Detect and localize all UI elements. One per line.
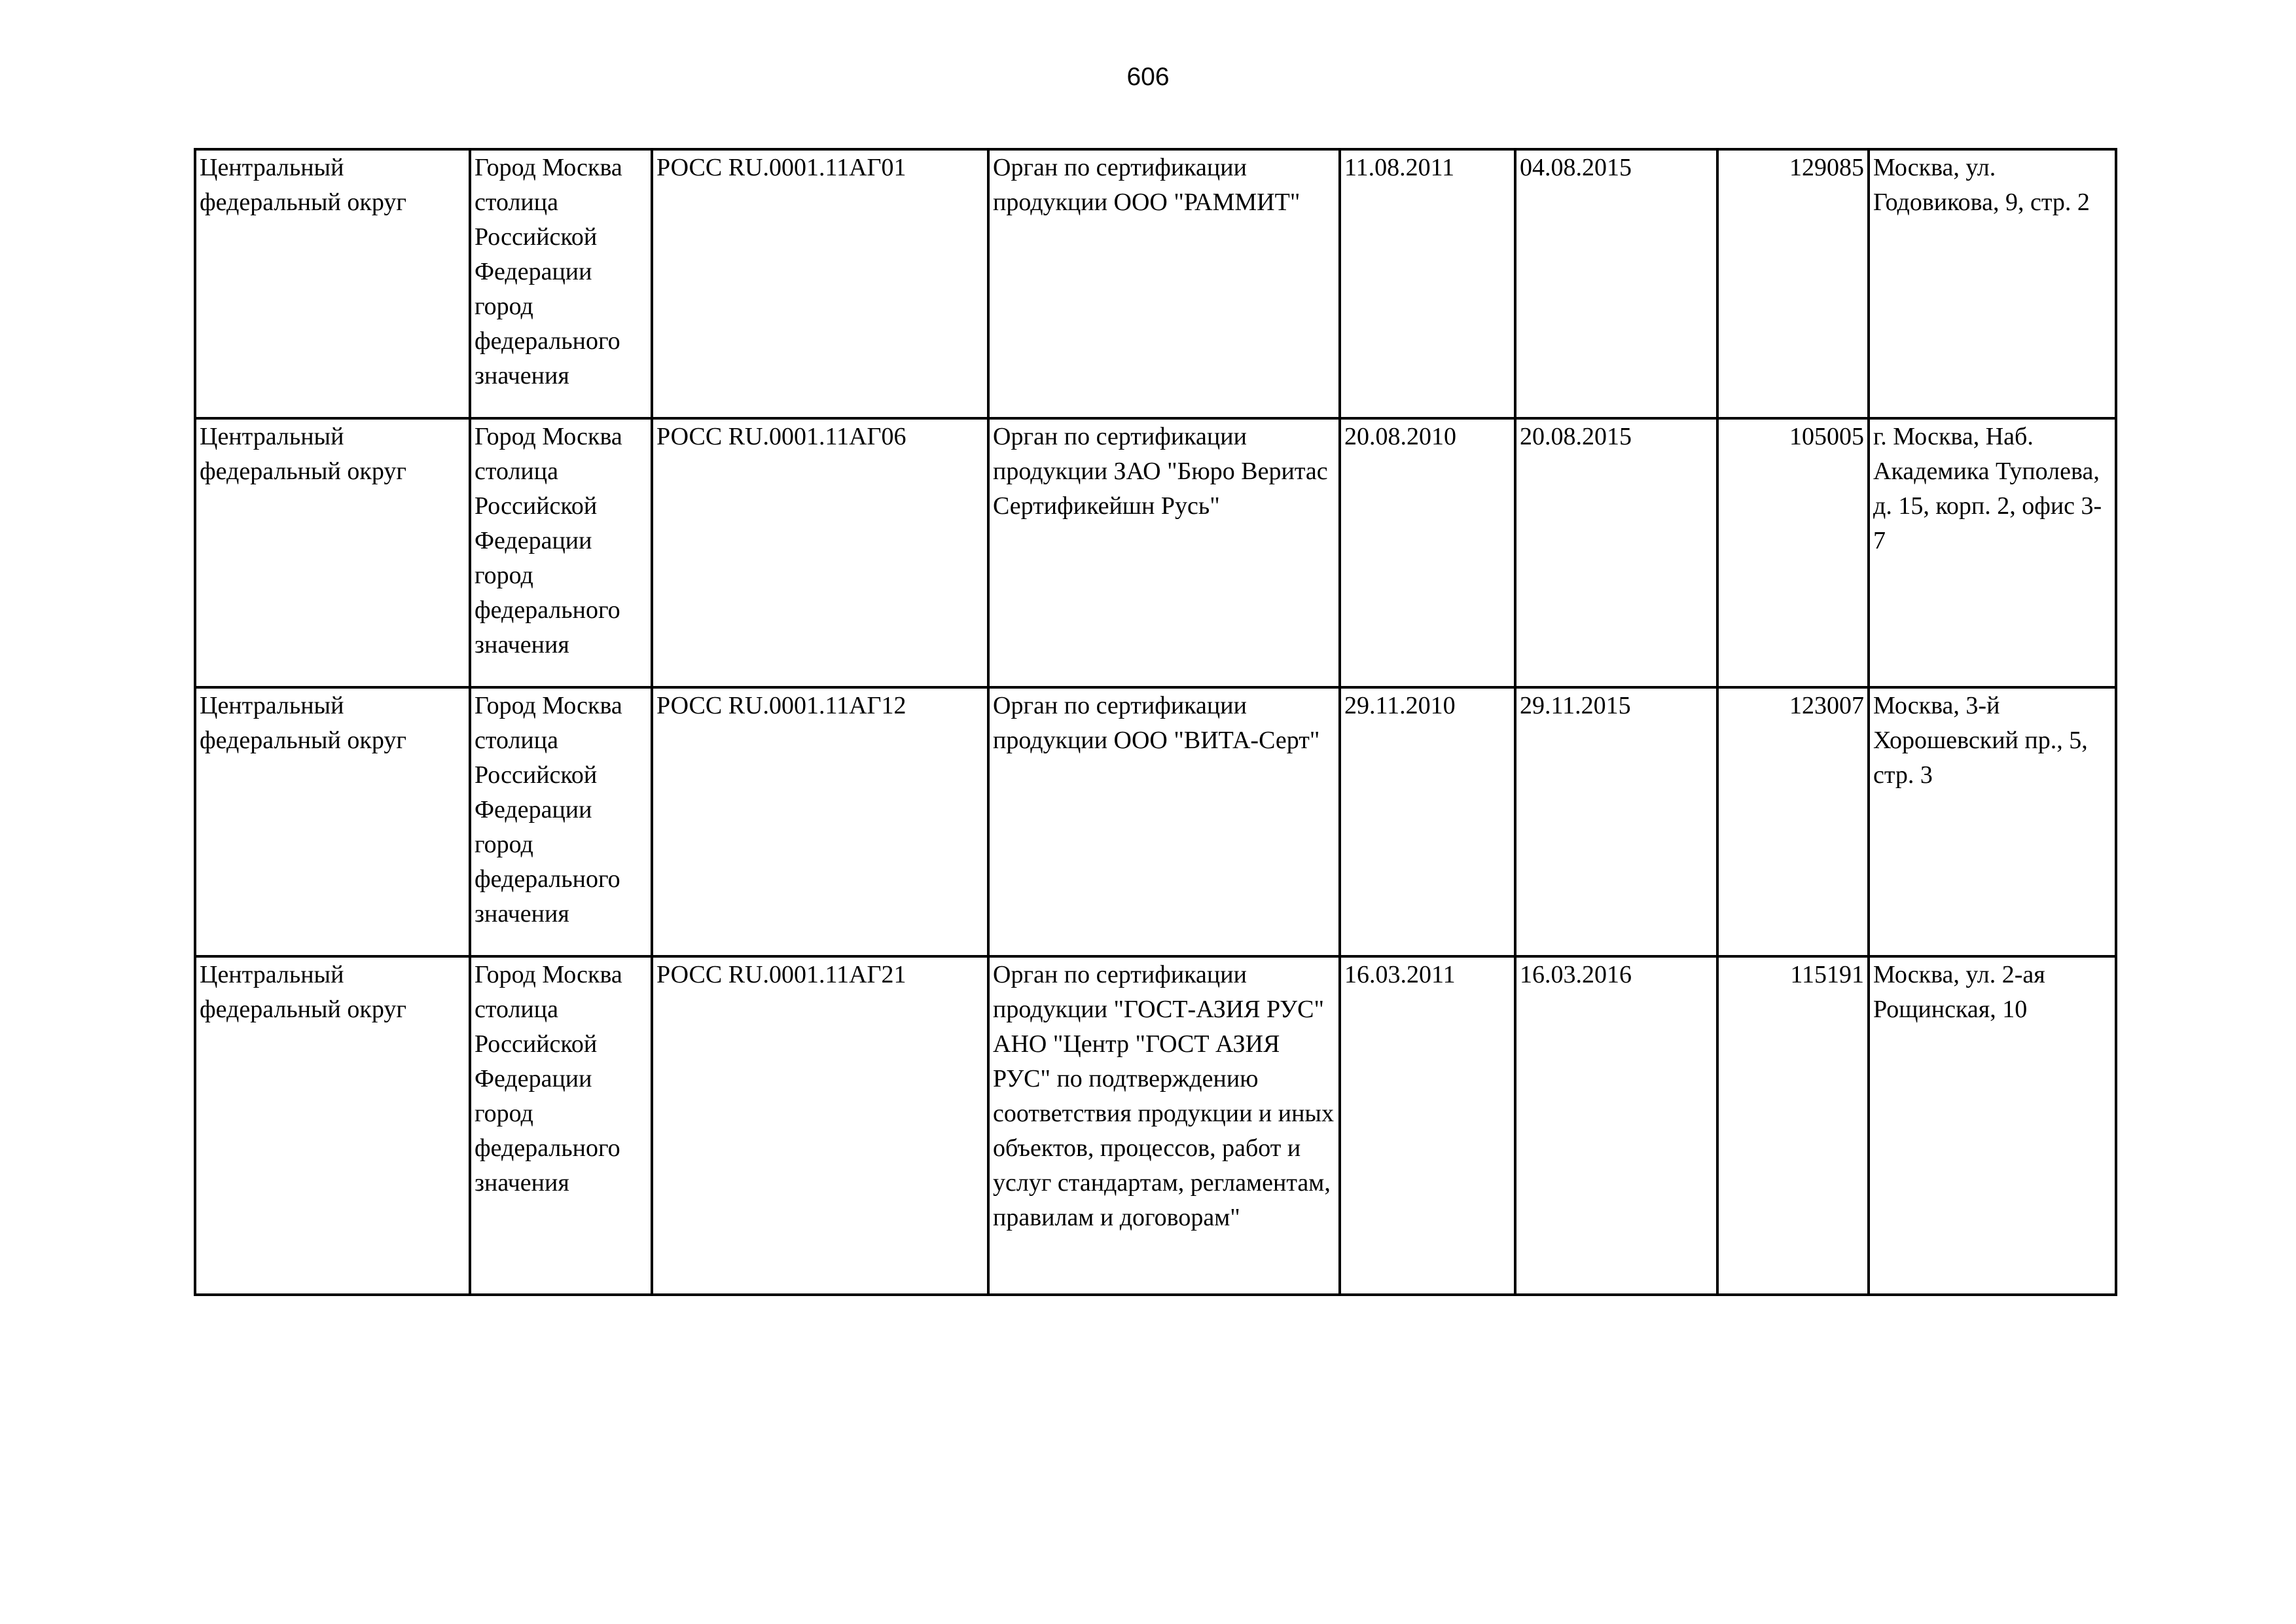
cell-organization: Орган по сертификации продукции ООО "ВИТА-Серт" <box>988 687 1340 956</box>
cell-postcode: 105005 <box>1717 418 1869 687</box>
cell-cert-number: РОСС RU.0001.11АГ01 <box>652 149 988 418</box>
cell-date-valid-until: 29.11.2015 <box>1515 687 1717 956</box>
cell-address: Москва, ул. Годовикова, 9, стр. 2 <box>1869 149 2116 418</box>
cell-date-registered: 29.11.2010 <box>1340 687 1515 956</box>
cell-date-valid-until: 20.08.2015 <box>1515 418 1717 687</box>
cell-cert-number: РОСС RU.0001.11АГ12 <box>652 687 988 956</box>
cell-postcode: 123007 <box>1717 687 1869 956</box>
cell-address: г. Москва, Наб. Академика Туполева, д. 15, корп. 2, офис 3-7 <box>1869 418 2116 687</box>
cell-address: Москва, ул. 2-ая Рощинская, 10 <box>1869 956 2116 1295</box>
cell-date-registered: 11.08.2011 <box>1340 149 1515 418</box>
cell-district: Центральный федеральный округ <box>195 956 470 1295</box>
cell-district: Центральный федеральный округ <box>195 418 470 687</box>
page-number: 606 <box>1126 63 1170 91</box>
certification-bodies-table <box>194 148 2117 1296</box>
cell-district: Центральный федеральный округ <box>195 687 470 956</box>
cell-organization: Орган по сертификации продукции ЗАО "Бюро Веритас Сертификейшн Русь" <box>988 418 1340 687</box>
cell-region: Город Москва столица Российской Федерации город федерального значения <box>470 149 652 418</box>
cell-postcode: 115191 <box>1717 956 1869 1295</box>
cell-cert-number: РОСС RU.0001.11АГ21 <box>652 956 988 1295</box>
cell-region: Город Москва столица Российской Федерации город федерального значения <box>470 418 652 687</box>
table-row <box>195 149 2116 418</box>
cell-organization: Орган по сертификации продукции "ГОСТ-АЗИЯ РУС" АНО "Центр "ГОСТ АЗИЯ РУС" по подтверждению соответствия продукции и иных объектов, процессов, работ и услуг стандартам, регламентам, правилам и договорам" <box>988 956 1340 1295</box>
table-row <box>195 687 2116 956</box>
cell-date-valid-until: 04.08.2015 <box>1515 149 1717 418</box>
cell-date-registered: 20.08.2010 <box>1340 418 1515 687</box>
table-row <box>195 418 2116 687</box>
cell-cert-number: РОСС RU.0001.11АГ06 <box>652 418 988 687</box>
cell-region: Город Москва столица Российской Федерации город федерального значения <box>470 956 652 1295</box>
cell-address: Москва, 3-й Хорошевский пр., 5, стр. 3 <box>1869 687 2116 956</box>
cell-date-registered: 16.03.2011 <box>1340 956 1515 1295</box>
cell-district: Центральный федеральный округ <box>195 149 470 418</box>
cell-date-valid-until: 16.03.2016 <box>1515 956 1717 1295</box>
cell-organization: Орган по сертификации продукции ООО "РАММИТ" <box>988 149 1340 418</box>
cell-region: Город Москва столица Российской Федерации город федерального значения <box>470 687 652 956</box>
table-row <box>195 956 2116 1295</box>
cell-postcode: 129085 <box>1717 149 1869 418</box>
